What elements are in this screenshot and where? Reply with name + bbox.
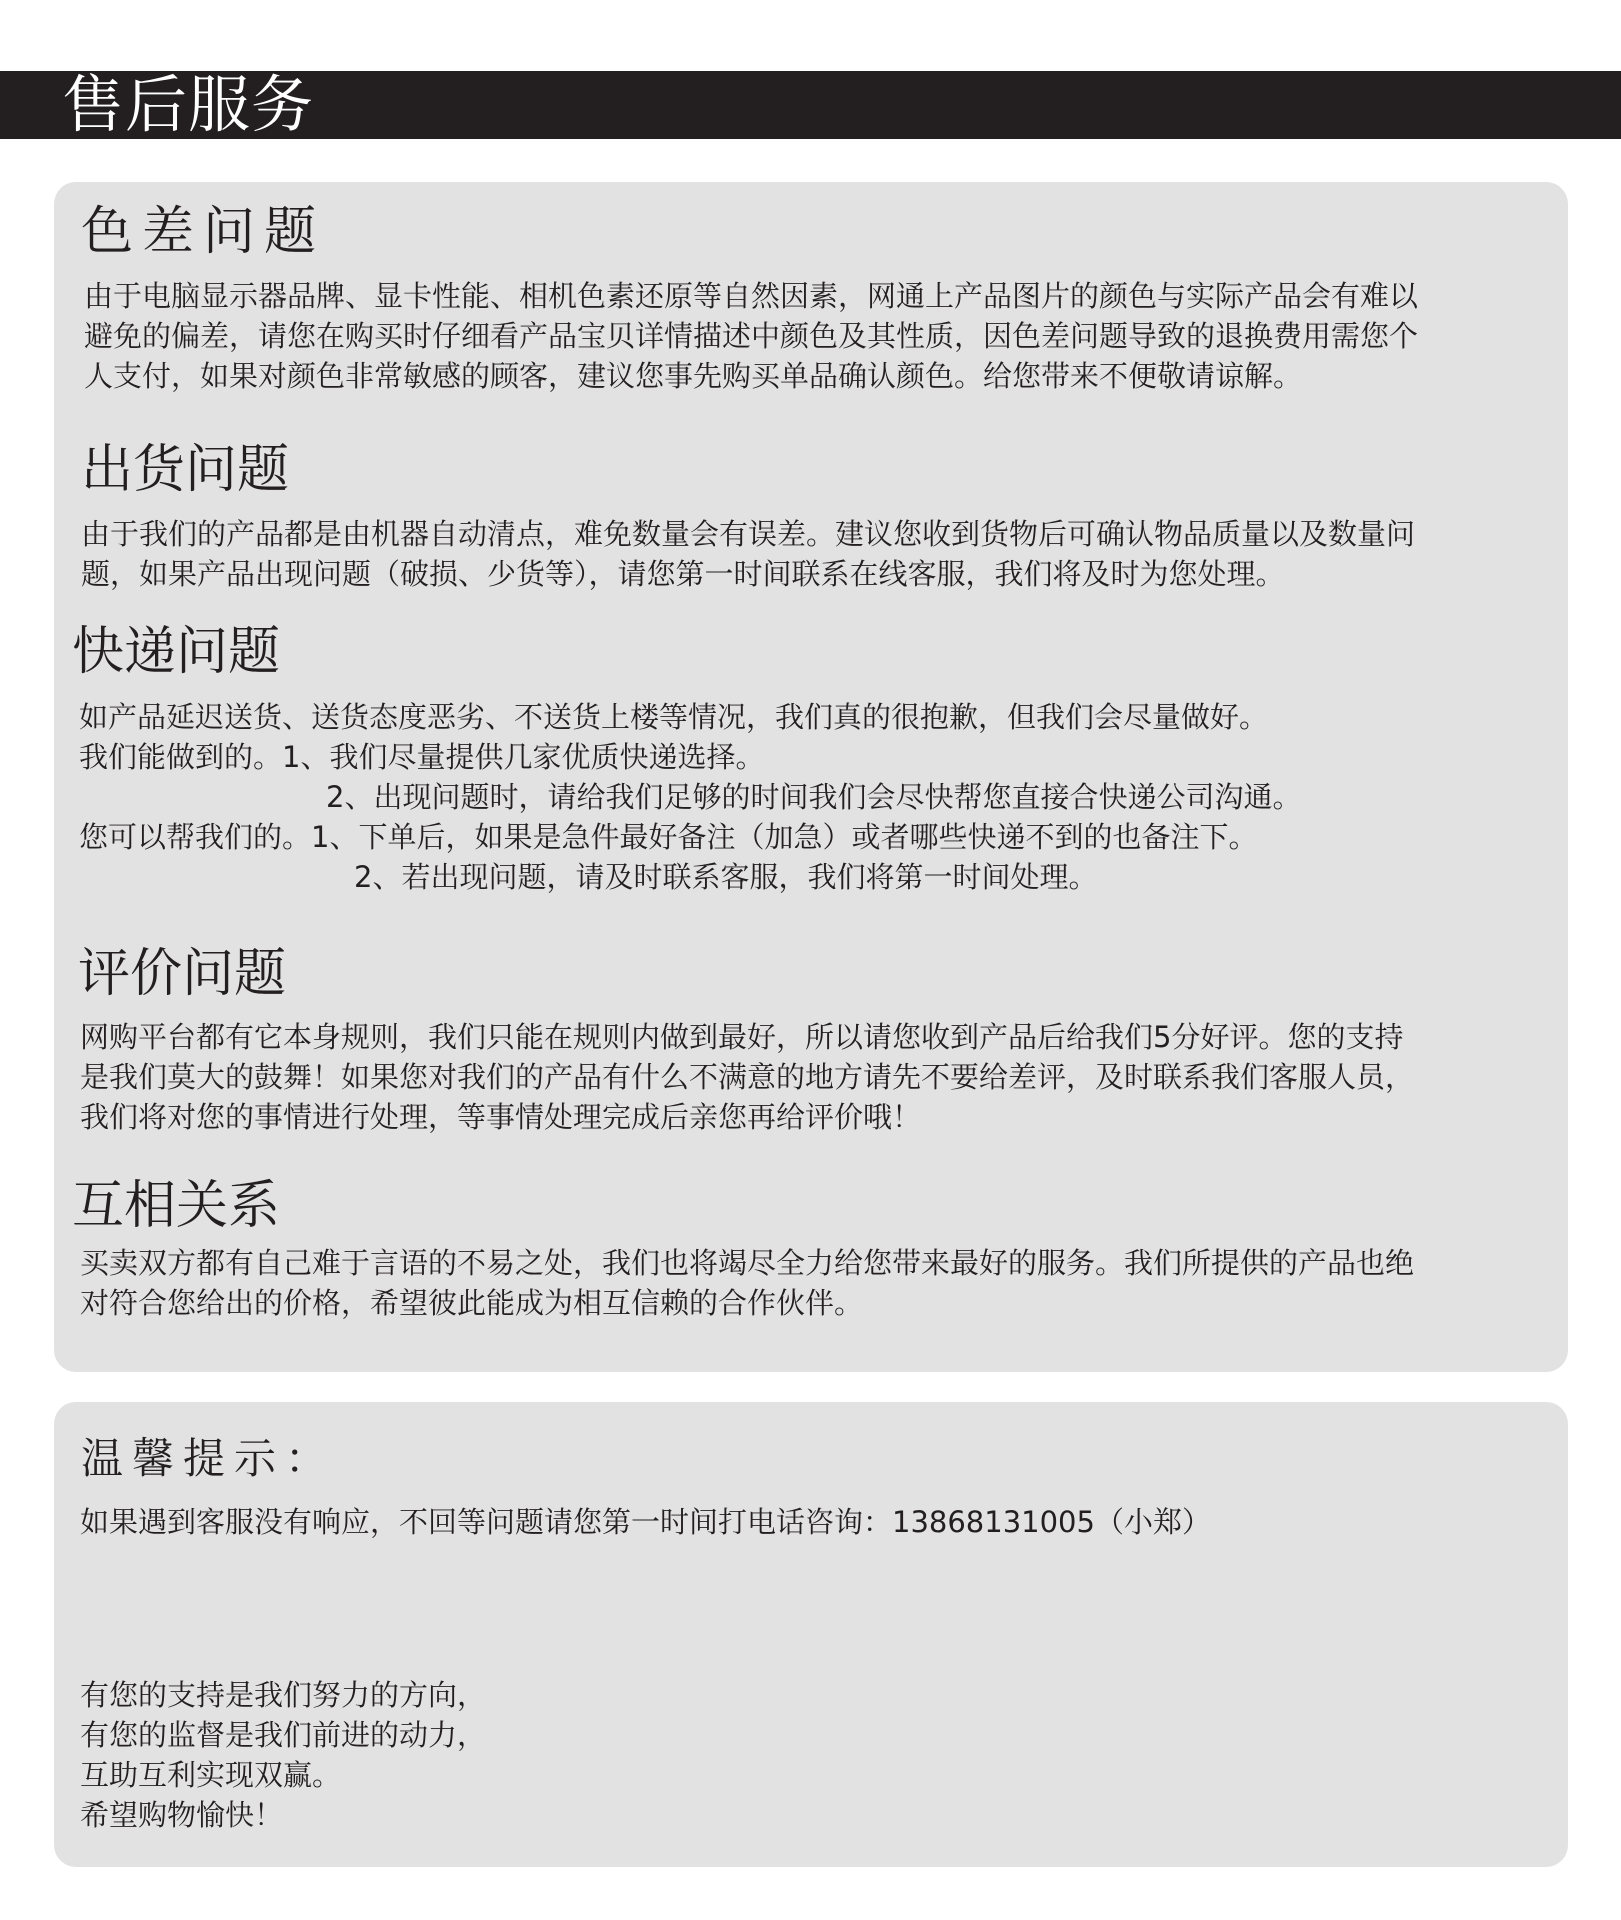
body-line: 由于我们的产品都是由机器自动清点，难免数量会有误差。建议您收到货物后可确认物品质量以及数量问 bbox=[81, 517, 1416, 551]
body-line: 由于电脑显示器品牌、显卡性能、相机色素还原等自然因素，网通上产品图片的颜色与实际产品会有难以 bbox=[84, 279, 1419, 313]
section-heading-express: 快递问题 bbox=[72, 622, 281, 682]
section-body-shipping bbox=[81, 514, 1415, 594]
body-line: 对符合您给出的价格，希望彼此能成为相互信赖的合作伙伴。 bbox=[80, 1286, 864, 1320]
section-body-express bbox=[79, 697, 1301, 897]
closing-line: 互助互利实现双赢。 bbox=[80, 1758, 342, 1792]
closing-line: 有您的支持是我们努力的方向， bbox=[80, 1678, 487, 1712]
body-line: 题，如果产品出现问题（破损、少货等），请您第一时间联系在线客服，我们将及时为您处理。 bbox=[81, 557, 1285, 591]
closing-line: 希望购物愉快！ bbox=[80, 1798, 284, 1832]
body-line: 2、若出现问题，请及时联系客服，我们将第一时间处理。 bbox=[354, 860, 1098, 894]
section-body-review bbox=[80, 1017, 1414, 1137]
body-line: 您可以帮我们的。1、下单后，如果是急件最好备注（加急）或者哪些快递不到的也备注下。 bbox=[79, 820, 1258, 854]
after-sales-panel bbox=[54, 182, 1568, 1372]
body-line: 我们将对您的事情进行处理，等事情处理完成后亲您再给评价哦！ bbox=[80, 1100, 922, 1134]
section-heading-shipping: 出货问题 bbox=[81, 440, 290, 500]
body-line: 如产品延迟送货、送货态度恶劣、不送货上楼等情况，我们真的很抱歉，但我们会尽量做好。 bbox=[79, 700, 1269, 734]
tips-closing-text bbox=[80, 1675, 486, 1835]
tips-heading: 温馨提示： bbox=[81, 1434, 337, 1483]
section-heading-relationship: 互相关系 bbox=[72, 1176, 281, 1236]
body-line: 2、出现问题时，请给我们足够的时间我们会尽快帮您直接合快递公司沟通。 bbox=[326, 780, 1302, 814]
body-line: 买卖双方都有自己难于言语的不易之处，我们也将竭尽全力给您带来最好的服务。我们所提供的产品也绝 bbox=[80, 1246, 1415, 1280]
section-body-color-difference bbox=[84, 276, 1418, 396]
section-heading-color-difference: 色差问题 bbox=[81, 202, 326, 262]
body-line: 是我们莫大的鼓舞！如果您对我们的产品有什么不满意的地方请先不要给差评，及时联系我们客服人员， bbox=[80, 1060, 1415, 1094]
header-bar bbox=[0, 68, 1621, 141]
body-line: 网购平台都有它本身规则，我们只能在规则内做到最好，所以请您收到产品后给我们5分好评。您的支持 bbox=[80, 1020, 1404, 1054]
tips-panel bbox=[54, 1402, 1568, 1867]
tips-contact-line: 如果遇到客服没有响应，不回等问题请您第一时间打电话咨询：13868131005（小郑） bbox=[80, 1505, 1211, 1539]
section-heading-review: 评价问题 bbox=[78, 944, 287, 1004]
page-title: 售后服务 bbox=[62, 68, 315, 141]
body-line: 我们能做到的。1、我们尽量提供几家优质快递选择。 bbox=[79, 740, 765, 774]
body-line: 避免的偏差，请您在购买时仔细看产品宝贝详情描述中颜色及其性质，因色差问题导致的退换费用需您个 bbox=[84, 319, 1419, 353]
section-body-relationship bbox=[80, 1243, 1414, 1323]
closing-line: 有您的监督是我们前进的动力， bbox=[80, 1718, 487, 1752]
body-line: 人支付，如果对颜色非常敏感的顾客，建议您事先购买单品确认颜色。给您带来不便敬请谅解。 bbox=[84, 359, 1303, 393]
